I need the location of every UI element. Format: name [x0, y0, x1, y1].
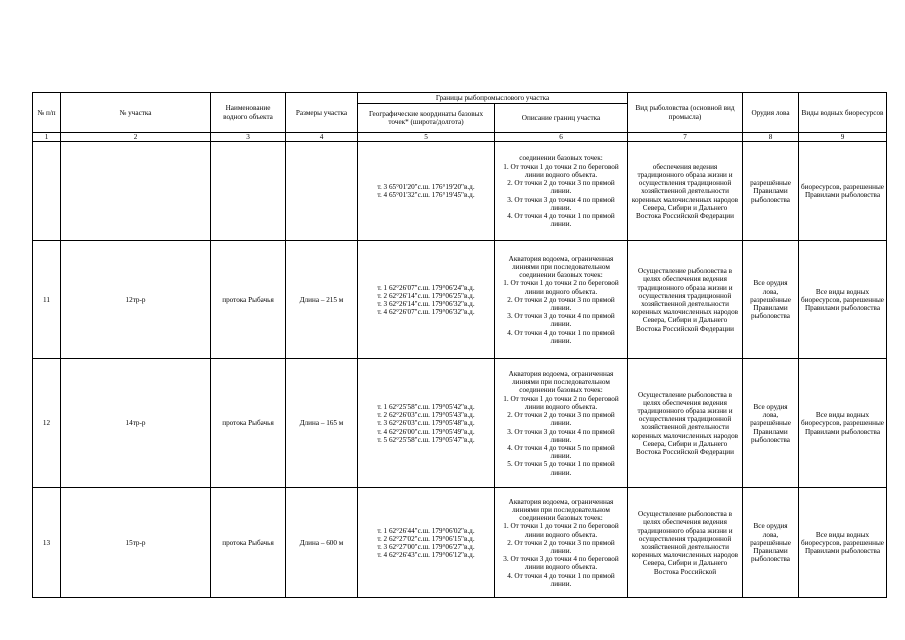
- table-row: [33, 241, 887, 359]
- coordinate-point: т. 5 62°25'58"с.ш. 179°05'47"в.д.: [377, 435, 475, 444]
- cell-fishing-kind: обеспечения ведения традиционного образа жизни и осуществления традиционной хозяйственной деятельности коренных малочисленных народов Севера, Сибири и Дальнего Востока Российской Федерации: [628, 142, 743, 241]
- coordinate-point: т. 3 62°26'14"с.ш. 179°06'32"в.д.: [377, 299, 475, 308]
- cell-species: Все виды водных биоресурсов, разрешенные Правилами рыболовства: [799, 488, 887, 598]
- coordinate-point: т. 2 62°27'02"с.ш. 179°06'15"в.д.: [377, 534, 475, 543]
- cell-water-body: протока Рыбачья: [211, 359, 286, 488]
- column-number: 4: [286, 133, 358, 142]
- table-row: [33, 359, 887, 488]
- column-number: 8: [743, 133, 799, 142]
- cell-coordinates: [358, 241, 495, 359]
- cell-size: Длина – 600 м: [286, 488, 358, 598]
- header-species: Виды водных биоресурсов: [799, 93, 887, 133]
- description-line: 2. От точки 2 до точки 3 по прямой линии.: [507, 295, 615, 312]
- cell-water-body: протока Рыбачья: [211, 488, 286, 598]
- description-line: Акватория водоема, ограниченная линиями при последовательном соединении базовых точек:: [508, 370, 614, 395]
- description-line: 3. От точки 3 до точки 4 по береговой линии водного объекта.: [503, 555, 619, 572]
- cell-water-body: протока Рыбачья: [211, 241, 286, 359]
- cell-size: [286, 142, 358, 241]
- column-number: 7: [628, 133, 743, 142]
- column-number-row: [33, 133, 887, 142]
- column-number: 1: [33, 133, 61, 142]
- cell-description: [495, 488, 628, 598]
- cell-fishing-gear: Все орудия лова, разрешённые Правилами рыболовства: [743, 488, 799, 598]
- description-line: 3. От точки 3 до точки 4 по прямой линии.: [507, 312, 615, 329]
- cell-fishing-kind: Осуществление рыболовства в целях обеспечения ведения традиционного образа жизни и осуществления традиционной хозяйственной деятельности коренных малочисленных народов Севера, Сибири и Дальнего Востока Российской: [628, 488, 743, 598]
- header-boundary-description: Описание границ участка: [495, 104, 628, 133]
- column-number: 5: [358, 133, 495, 142]
- cell-no: 12: [33, 359, 61, 488]
- description-line: 1. От точки 1 до точки 2 по береговой линии водного объекта.: [503, 394, 619, 411]
- cell-no: [33, 142, 61, 241]
- coordinate-point: т. 4 62°26'07"с.ш. 179°06'32"в.д.: [377, 308, 475, 317]
- coordinate-point: т. 1 62°25'58"с.ш. 179°05'42"в.д.: [377, 402, 475, 411]
- description-line: 4. От точки 4 до точки 1 по прямой линии.: [507, 328, 615, 345]
- description-line: 1. От точки 1 до точки 2 по береговой линии водного объекта.: [503, 279, 619, 296]
- cell-coordinates: [358, 488, 495, 598]
- header-size: Размеры участка: [286, 93, 358, 133]
- cell-size: Длина – 215 м: [286, 241, 358, 359]
- cell-section: 12тр-р: [61, 241, 211, 359]
- cell-description: [495, 142, 628, 241]
- description-line: 4. От точки 4 до точки 1 по прямой линии.: [507, 571, 615, 588]
- cell-fishing-gear: Все орудия лова, разрешённые Правилами рыболовства: [743, 359, 799, 488]
- table-row-continuation: [33, 142, 887, 241]
- header-section: № участка: [61, 93, 211, 133]
- description-line: 5. От точки 5 до точки 1 по прямой линии.: [507, 460, 615, 477]
- column-number: 3: [211, 133, 286, 142]
- coordinate-point: т. 4 62°26'00"с.ш. 179°05'49"в.д.: [377, 427, 475, 436]
- cell-fishing-gear: разрешённые Правилами рыболовства: [743, 142, 799, 241]
- cell-section: 14тр-р: [61, 359, 211, 488]
- cell-coordinates: [358, 359, 495, 488]
- description-line: 4. От точки 4 до точки 5 по прямой линии.: [507, 443, 615, 461]
- coordinate-point: т. 3 65°01'20"с.ш. 176°19'20"в.д.: [377, 183, 475, 192]
- column-number: 2: [61, 133, 211, 142]
- coordinate-point: т. 2 62°26'14"с.ш. 179°06'25"в.д.: [377, 291, 475, 300]
- coordinate-point: т. 1 62°26'44"с.ш. 179°06'02"в.д.: [377, 526, 475, 535]
- header-coordinates: Географические координаты базовых точек* (широта/долгота): [358, 104, 495, 133]
- coordinate-point: т. 2 62°26'03"с.ш. 179°05'43"в.д.: [377, 411, 475, 420]
- table-row: [33, 488, 887, 598]
- cell-size: Длина – 165 м: [286, 359, 358, 488]
- header-water-body: Наименование водного объекта: [211, 93, 286, 133]
- cell-fishing-kind: Осуществление рыболовства в целях обеспечения ведения традиционного образа жизни и осуществления традиционной хозяйственной деятельности коренных малочисленных народов Севера, Сибири и Дальнего Востока Российской Федерации: [628, 241, 743, 359]
- cell-species: Все виды водных биоресурсов, разрешенные Правилами рыболовства: [799, 359, 887, 488]
- cell-section: 15тр-р: [61, 488, 211, 598]
- coordinate-point: т. 1 62°26'07"с.ш. 179°06'24"в.д.: [377, 283, 475, 292]
- header-fishing-gear: Орудия лова: [743, 93, 799, 133]
- description-line: 3. От точки 3 до точки 4 по прямой линии.: [507, 195, 615, 212]
- header-no: № п/п: [33, 93, 61, 133]
- cell-no: 13: [33, 488, 61, 598]
- cell-description: [495, 241, 628, 359]
- header-fishing-kind: Вид рыболовства (основной вид промысла): [628, 93, 743, 133]
- coordinate-point: т. 3 62°26'03"с.ш. 179°05'48"в.д.: [377, 419, 475, 428]
- column-number: 9: [799, 133, 887, 142]
- cell-species: Все виды водных биоресурсов, разрешенные Правилами рыболовства: [799, 241, 887, 359]
- cell-description: [495, 359, 628, 488]
- cell-water-body: [211, 142, 286, 241]
- column-number: 6: [495, 133, 628, 142]
- description-line: 2. От точки 2 до точки 3 по прямой линии.: [507, 538, 615, 555]
- description-line: соединении базовых точек:: [519, 154, 603, 163]
- description-line: 2. От точки 2 до точки 3 по прямой линии.: [507, 411, 615, 428]
- description-line: Акватория водоема, ограниченная линиями при последовательном соединении базовых точек:: [508, 497, 614, 523]
- coordinate-point: т. 3 62°27'00"с.ш. 179°06'27"в.д.: [377, 542, 475, 551]
- coordinate-point: т. 4 62°26'43"с.ш. 179°06'12"в.д.: [377, 551, 475, 560]
- description-line: 2. От точки 2 до точки 3 по прямой линии.: [507, 179, 615, 196]
- description-line: 1. От точки 1 до точки 2 по береговой линии водного объекта.: [503, 522, 619, 539]
- cell-coordinates: [358, 142, 495, 241]
- fishing-sites-table: [32, 92, 887, 598]
- cell-fishing-gear: Все орудия лова, разрешённые Правилами рыболовства: [743, 241, 799, 359]
- description-line: 1. От точки 1 до точки 2 по береговой линии водного объекта.: [503, 162, 619, 179]
- cell-no: 11: [33, 241, 61, 359]
- coordinate-point: т. 4 65°01'32"с.ш. 176°19'45"в.д.: [377, 191, 475, 200]
- description-line: 3. От точки 3 до точки 4 по прямой линии.: [507, 427, 615, 444]
- cell-fishing-kind: Осуществление рыболовства в целях обеспечения ведения традиционного образа жизни и осуществления традиционной хозяйственной деятельности коренных малочисленных народов Севера, Сибири и Дальнего Востока Российской Федерации: [628, 359, 743, 488]
- description-line: Акватория водоема, ограниченная линиями при последовательном соединении базовых точек:: [508, 254, 614, 280]
- header-boundaries-group: Границы рыбопромыслового участка: [358, 93, 628, 104]
- cell-section: [61, 142, 211, 241]
- description-line: 4. От точки 4 до точки 1 по прямой линии.: [507, 211, 615, 229]
- cell-species: биоресурсов, разрешенные Правилами рыболовства: [799, 142, 887, 241]
